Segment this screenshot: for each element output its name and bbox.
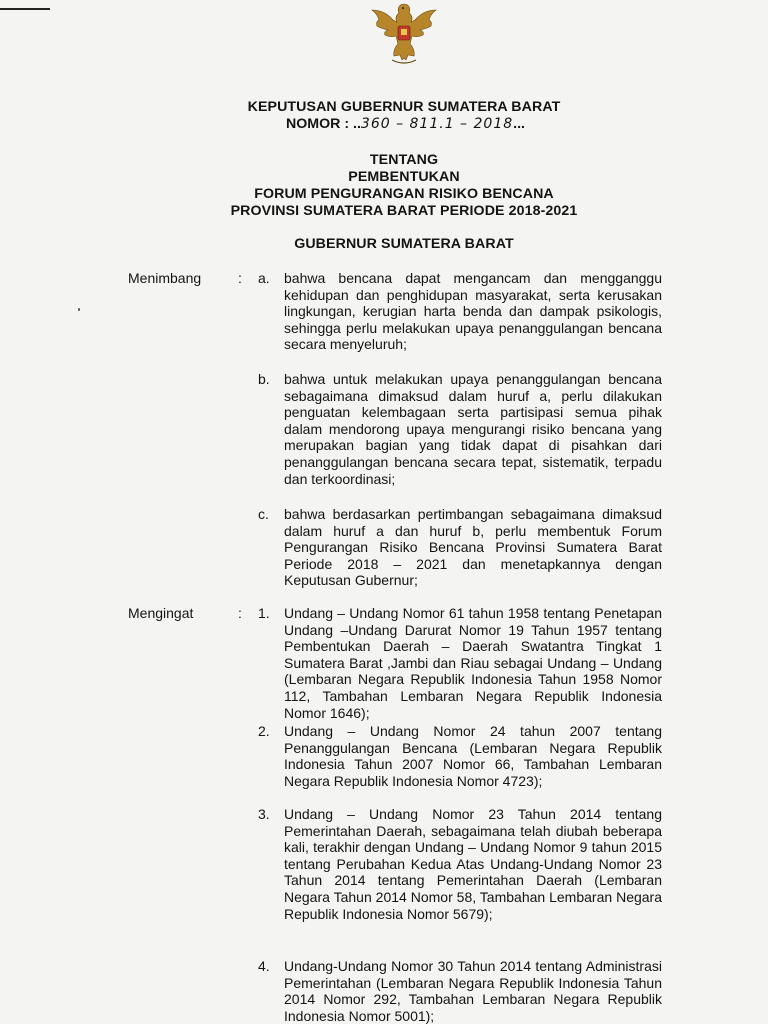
menimbang-label: Menimbang <box>128 270 202 286</box>
item-text: Undang – Undang Nomor 24 tahun 2007 tentang Penanggulangan Bencana (Lembaran Negara Republik Indonesia Tahun 2007 Nomor 66, Tambahan Lembaran Negara Republik Indonesia Nomor 4723); <box>284 723 662 789</box>
item-marker: 3. <box>258 806 270 822</box>
tentang-heading: TENTANG <box>369 152 439 168</box>
mengingat-item-2 <box>258 723 662 789</box>
item-marker: a. <box>258 270 270 286</box>
subject-line-1: PEMBENTUKAN <box>348 169 460 185</box>
issuer-heading: GUBERNUR SUMATERA BARAT <box>294 236 514 252</box>
nomor-handwritten-value: 360 – 811.1 – 2018 <box>360 116 514 132</box>
decree-number-line: NOMOR : ..360 – 811.1 – 2018... <box>286 116 525 132</box>
mengingat-label: Mengingat <box>128 605 194 621</box>
item-marker: 1. <box>258 605 270 621</box>
mengingat-item-1 <box>258 605 662 721</box>
mengingat-item-3 <box>258 806 662 922</box>
scan-edge-mark <box>0 8 50 10</box>
item-marker: b. <box>258 371 270 387</box>
menimbang-item-c <box>258 506 662 589</box>
menimbang-item-a <box>258 270 662 353</box>
item-text: bahwa bencana dapat mengancam dan mengganggu kehidupan dan penghidupan masyarakat, serta kerusakan lingkungan, kerugian harta benda dan dampak psikologis, sehingga perlu melakukan upaya penanggulangan bencana secara menyeluruh; <box>284 270 662 353</box>
item-marker: 4. <box>258 958 270 974</box>
mengingat-item-4 <box>258 958 662 1024</box>
item-text: Undang – Undang Nomor 23 Tahun 2014 tentang Pemerintahan Daerah, sebagaimana telah diubah beberapa kali, terakhir dengan Undang – Undang Nomor 9 tahun 2015 tentang Perubahan Kedua Atas Undang-Undang Nomor 23 Tahun 2014 tentang Pemerintahan Daerah (Lembaran Negara Tahun 2014 Nomor 58, Tambahan Lembaran Negara Republik Indonesia Nomor 5679); <box>284 806 662 922</box>
garuda-emblem-icon <box>368 0 440 66</box>
item-text: Undang-Undang Nomor 30 Tahun 2014 tentang Administrasi Pemerintahan (Lembaran Negara Republik Indonesia Tahun 2014 Nomor 292, Tambahan Lembaran Negara Republik Indonesia Nomor 5001); <box>284 958 662 1024</box>
item-text: bahwa berdasarkan pertimbangan sebagaimana dimaksud dalam huruf a dan huruf b, perlu membentuk Forum Pengurangan Risiko Bencana Provinsi Sumatera Barat Periode 2018 – 2021 dan menetapkannya dengan Keputusan Gubernur; <box>284 506 662 589</box>
item-text: Undang – Undang Nomor 61 tahun 1958 tentang Penetapan Undang –Undang Darurat Nomor 19 Tahun 1957 tentang Pembentukan Daerah – Daerah Swatantra Tingkat 1 Sumatera Barat ,Jambi dan Riau sebagai Undang – Undang (Lembaran Negara Republik Indonesia Tahun 1958 Nomor 112, Tambahan Lembaran Negara Republik Indonesia Nomor 1646); <box>284 605 662 721</box>
item-marker: 2. <box>258 723 270 739</box>
item-marker: c. <box>258 506 269 522</box>
subject-line-2: FORUM PENGURANGAN RISIKO BENCANA <box>254 186 554 202</box>
document-title: KEPUTUSAN GUBERNUR SUMATERA BARAT <box>247 99 561 115</box>
scan-speck <box>78 308 80 311</box>
menimbang-colon: : <box>238 270 242 286</box>
nomor-label: NOMOR : <box>286 116 350 132</box>
mengingat-colon: : <box>238 605 242 621</box>
item-text: bahwa untuk melakukan upaya penanggulangan bencana sebagaimana dimaksud dalam huruf a, perlu dilakukan penguatan kelembagaan serta partisipasi semua pihak dalam mendorong upaya mengurangi risiko bencana yang merupakan bagian yang tidak dapat di pisahkan dari penanggulangan bencana secara tepat, sistematik, terpadu dan terkoordinasi; <box>284 371 662 487</box>
subject-line-3: PROVINSI SUMATERA BARAT PERIODE 2018-2021 <box>230 203 578 219</box>
menimbang-item-b <box>258 371 662 487</box>
